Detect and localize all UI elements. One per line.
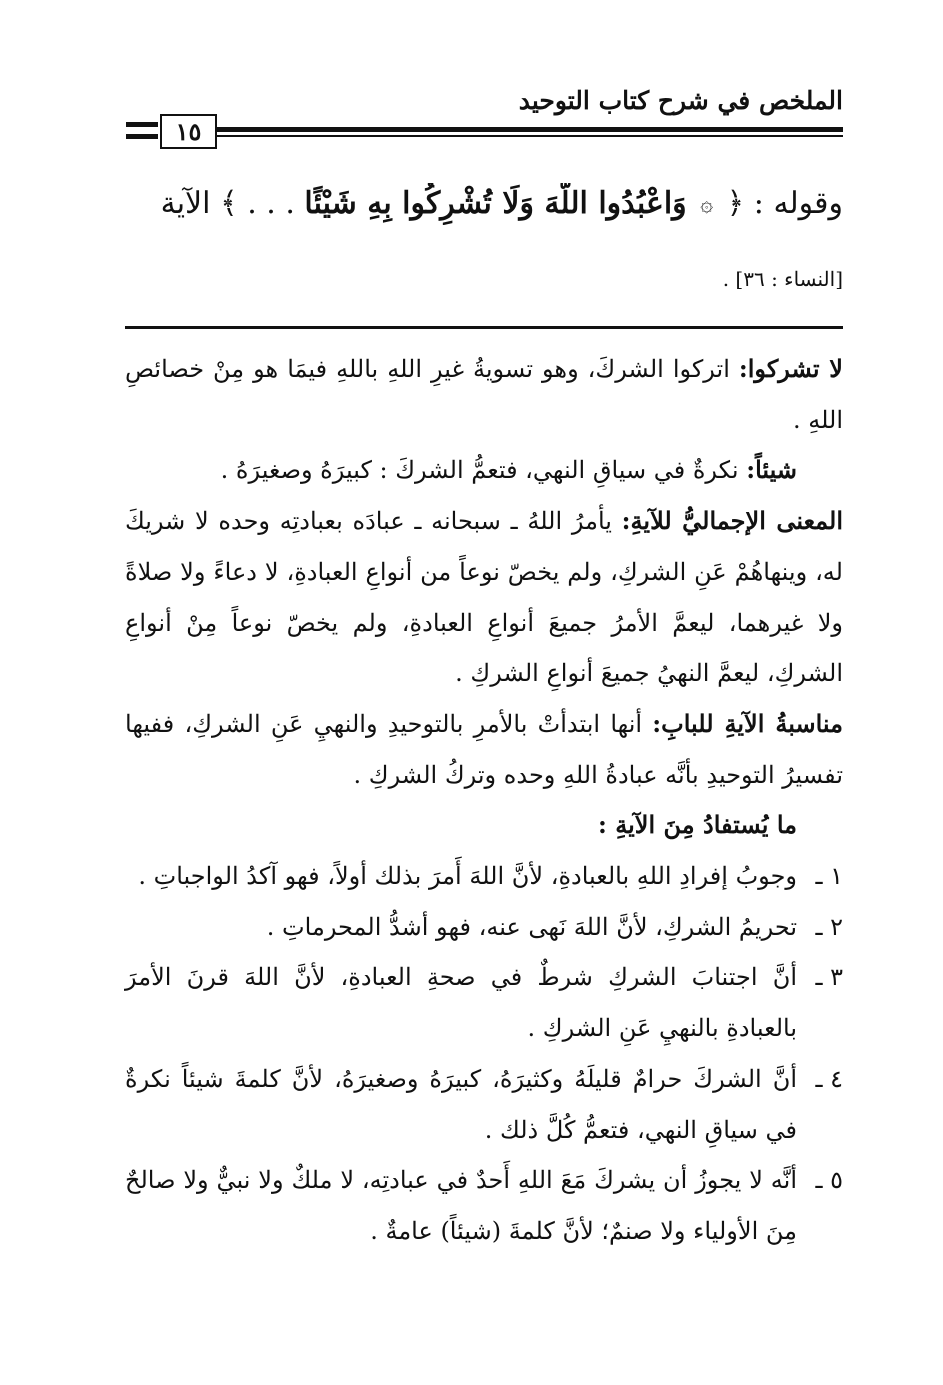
paragraph-text: أنها ابتدأتْ بالأمرِ بالتوحيدِ والنهيِ عَنِ الشركِ، ففيها تفسيرُ التوحيدِ بأنَّه عبادةُ اللهِ وحده وتركُ الشركِ .: [125, 709, 843, 789]
verse-intro: وقوله :: [753, 186, 843, 221]
page-number: ١٥: [160, 114, 217, 149]
verse-tail: الآية: [160, 186, 211, 221]
benefit-text: أنَّ اجتنابَ الشركِ شرطٌ في صحةِ العبادةِ، لأنَّ اللهَ قرنَ الأمرَ بالعبادةِ بالنهيِ عَنِ الشركِ .: [125, 963, 797, 1043]
benefit-number: ٣ ـ: [815, 963, 843, 992]
benefit-number: ٥ ـ: [815, 1166, 843, 1195]
benefit-number: ١ ـ: [815, 862, 843, 891]
benefit-item: [125, 952, 843, 1053]
verse-close-bracket: ﴾: [220, 186, 238, 221]
header-rule: [216, 127, 843, 137]
verse-ornament-icon: ۞: [700, 191, 714, 217]
verse-ellipsis: . . .: [247, 186, 295, 221]
benefit-text: تحريمُ الشركِ، لأنَّ اللهَ نَهى عنه، فهو أشدُّ المحرماتِ .: [266, 912, 797, 941]
paragraph-text: يأمرُ اللهُ ـ سبحانه ـ عبادَه بعبادتِه وحده لا شريكَ له، وينهاهُمْ عَنِ الشركِ، ولم يخصّ نوعاً من أنواعِ العبادةِ، لا دعاءً ولا صلاةً ولا غيرهما، ليعمَّ الأمرُ جميعَ أنواعِ العبادةِ، ولم يخصّ نوعاً مِنْ أنواعِ الشركِ، ليعمَّ النهيُ جميعَ أنواعِ الشركِ .: [125, 507, 843, 688]
benefit-item: [125, 902, 843, 953]
running-title: الملخص في شرح كتاب التوحيد: [518, 86, 843, 115]
paragraph-la-tushriku: [125, 344, 843, 445]
benefit-item: [125, 851, 843, 902]
commentary: [125, 344, 843, 1257]
paragraph-general-meaning: [125, 496, 843, 699]
section-divider: [125, 326, 843, 329]
benefit-number: ٤ ـ: [815, 1064, 843, 1093]
term: لا تشركوا:: [738, 354, 843, 383]
term: مناسبةُ الآيةِ للبابِ:: [652, 708, 843, 738]
benefit-number: ٢ ـ: [815, 912, 843, 941]
term: شيئاً:: [746, 455, 797, 485]
benefit-text: أنَّه لا يجوزُ أن يشركَ مَعَ اللهِ أَحدٌ في عبادتِه، لا ملكٌ ولا نبيٌّ ولا صالحٌ مِنَ الأولياء ولا صنمٌ؛ لأنَّ كلمةَ (شيئاً) عامةٌ .: [125, 1166, 797, 1245]
term: المعنى الإجماليُّ للآيةِ:: [621, 506, 843, 536]
benefit-text: أنَّ الشركَ حرامٌ قليلَهُ وكثيرَهُ، كبيرَهُ وصغيرَهُ، لأنَّ كلمةَ شيئاً نكرةٌ في سياقِ النهي، فتعمُّ كُلَّ ذلك .: [125, 1064, 797, 1144]
paragraph-relevance: [125, 699, 843, 800]
paragraph-text: نكرةٌ في سياقِ النهي، فتعمُّ الشركَ : كبيرَهُ وصغيرَهُ .: [220, 456, 747, 485]
verse-open-bracket: ﴿: [726, 186, 745, 221]
verse-reference: [النساء : ٣٦] .: [722, 267, 843, 291]
benefit-item: [125, 1155, 843, 1256]
paragraph-shayan: [125, 445, 843, 496]
benefits-heading: ما يُستفادُ مِنَ الآيةِ :: [598, 810, 797, 840]
verse-text: وَاعْبُدُوا اللَّهَ وَلَا تُشْرِكُوا بِهِ شَيْئًا: [304, 186, 687, 221]
page-number-ornament: [126, 122, 158, 127]
benefit-text: وجوبُ إفرادِ اللهِ بالعبادةِ، لأنَّ اللهَ أَمرَ بذلك أولاً، فهو آكدُ الواجباتِ .: [138, 862, 797, 891]
page-number-ornament: [126, 134, 158, 139]
verse-line: [118, 183, 843, 225]
paragraph-text: اتركوا الشركَ، وهو تسويةُ غيرِ اللهِ باللهِ فيمَا هو مِنْ خصائصِ اللهِ .: [125, 355, 843, 434]
benefit-item: [125, 1054, 843, 1155]
